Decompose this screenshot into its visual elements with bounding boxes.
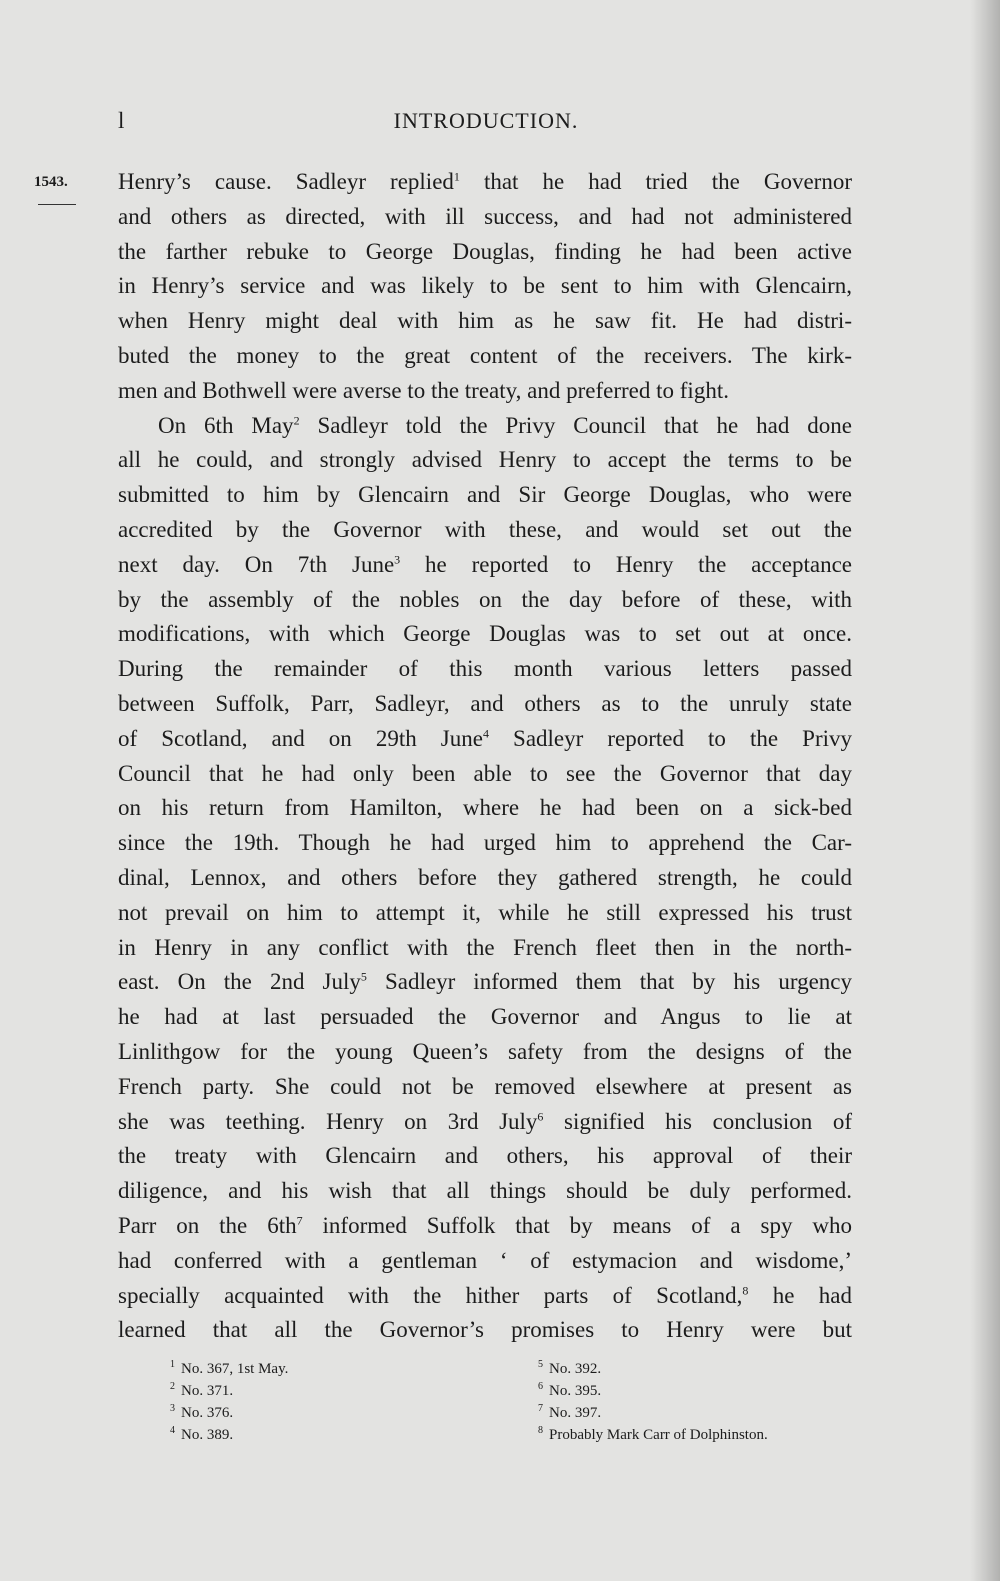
page-number: l bbox=[118, 108, 125, 133]
footnote-reference: 7 bbox=[296, 1213, 303, 1228]
text-line: in Henry’s service and was likely to be sent to him with Glencairn, bbox=[118, 273, 852, 299]
text-line: of Scotland, and on 29th June$^4$ Sadleyr reported to the Privy bbox=[118, 725, 852, 751]
text-line: men and Bothwell were averse to the treaty, and preferred to fight. bbox=[118, 377, 729, 403]
footnote-reference: 5 bbox=[360, 969, 367, 984]
footnotes-left-column bbox=[170, 1358, 490, 1446]
text-line: French party. She could not be removed elsewhere at present as bbox=[118, 1073, 852, 1099]
text-line: had conferred with a gentleman ‘ of estymacion and wisdome,’ bbox=[118, 1247, 852, 1273]
text-line: next day. On 7th June$^3$ he reported to Henry the acceptance bbox=[118, 551, 852, 577]
page-edge-shadow bbox=[970, 0, 1000, 1581]
margin-rule bbox=[38, 204, 76, 205]
running-header bbox=[118, 108, 854, 138]
text-line: During the remainder of this month various letters passed bbox=[118, 656, 852, 682]
text-line: specially acquainted with the hither parts of Scotland,$^8$ he had bbox=[118, 1282, 852, 1308]
text-line: since the 19th. Though he had urged him to apprehend the Car- bbox=[118, 830, 852, 856]
page-title: INTRODUCTION. bbox=[393, 108, 579, 133]
text-line: submitted to him by Glencairn and Sir George Douglas, who were bbox=[118, 482, 852, 508]
text-line: on his return from Hamilton, where he had been on a sick-bed bbox=[118, 795, 852, 821]
footnote: $^7$ No. 397. bbox=[538, 1403, 602, 1421]
footnote-reference: 6 bbox=[537, 1108, 544, 1123]
footnote: $^6$ No. 395. bbox=[538, 1381, 602, 1399]
footnote-mark: 1 bbox=[170, 1359, 175, 1370]
text-line: On 6th May$^2$ Sadleyr told the Privy Council that he had done bbox=[158, 412, 852, 438]
footnote: $^4$ No. 389. bbox=[170, 1425, 234, 1443]
footnote-reference: 2 bbox=[293, 412, 300, 427]
margin-year: 1543. bbox=[34, 174, 68, 190]
footnote-mark: 4 bbox=[170, 1425, 175, 1436]
text-line: all he could, and strongly advised Henry to accept the terms to be bbox=[118, 447, 852, 473]
text-line: accredited by the Governor with these, and would set out the bbox=[118, 516, 852, 542]
text-line: Henry’s cause. Sadleyr replied$^1$ that he had tried the Governor bbox=[118, 169, 852, 194]
text-line: he had at last persuaded the Governor and Angus to lie at bbox=[118, 1004, 852, 1030]
footnote-mark: 5 bbox=[538, 1359, 543, 1370]
footnote-reference: 3 bbox=[394, 552, 401, 567]
text-line: she was teething. Henry on 3rd July$^6$ signified his conclusion of bbox=[118, 1108, 853, 1134]
text-line: diligence, and his wish that all things should be duly performed. bbox=[118, 1178, 852, 1204]
text-line: by the assembly of the nobles on the day before of these, with bbox=[118, 586, 852, 612]
text-line: buted the money to the great content of the receivers. The kirk- bbox=[118, 342, 852, 368]
text-line: the treaty with Glencairn and others, his approval of their bbox=[118, 1143, 852, 1169]
text-line: Linlithgow for the young Queen’s safety from the designs of the bbox=[118, 1038, 852, 1064]
text-line: learned that all the Governor’s promises to Henry were but bbox=[118, 1317, 852, 1343]
footnote-reference: 1 bbox=[453, 169, 460, 184]
footnotes-right-column bbox=[538, 1358, 868, 1446]
text-line: when Henry might deal with him as he saw fit. He had distri- bbox=[118, 308, 852, 334]
footnote: $^1$ No. 367, 1st May. bbox=[170, 1359, 289, 1377]
footnote: $^2$ No. 371. bbox=[170, 1381, 234, 1399]
text-line: modifications, with which George Douglas was to set out at once. bbox=[118, 621, 852, 647]
footnote-reference: 8 bbox=[742, 1282, 749, 1297]
footnote-mark: 8 bbox=[538, 1425, 543, 1436]
text-line: Parr on the $6th^7$ informed Suffolk that by means of a spy who bbox=[118, 1212, 852, 1238]
text-line: Council that he had only been able to see the Governor that day bbox=[118, 760, 852, 786]
text-line: the farther rebuke to George Douglas, finding he had been active bbox=[118, 238, 852, 264]
text-line: between Suffolk, Parr, Sadleyr, and others as to the unruly state bbox=[118, 690, 852, 716]
text-line: dinal, Lennox, and others before they gathered strength, he could bbox=[118, 864, 852, 890]
footnote-mark: 6 bbox=[538, 1381, 543, 1392]
body-text bbox=[118, 165, 852, 1348]
footnote: $^5$ No. 392. bbox=[538, 1359, 602, 1377]
text-line: not prevail on him to attempt it, while he still expressed his trust bbox=[118, 899, 852, 925]
footnote: $^3$ No. 376. bbox=[170, 1403, 234, 1421]
text-line: east. On the 2nd July$^5$ Sadleyr informed them that by his urgency bbox=[118, 969, 853, 995]
footnote-reference: 4 bbox=[482, 726, 489, 741]
text-line: in Henry in any conflict with the French fleet then in the north- bbox=[118, 934, 852, 960]
text-line: and others as directed, with ill success, and had not administered bbox=[118, 203, 852, 229]
footnote-mark: 7 bbox=[538, 1403, 543, 1414]
footnote-mark: 3 bbox=[170, 1403, 175, 1414]
footnote: $^8$ Probably Mark Carr of Dolphinston. bbox=[538, 1425, 768, 1443]
footnote-mark: 2 bbox=[170, 1381, 175, 1392]
